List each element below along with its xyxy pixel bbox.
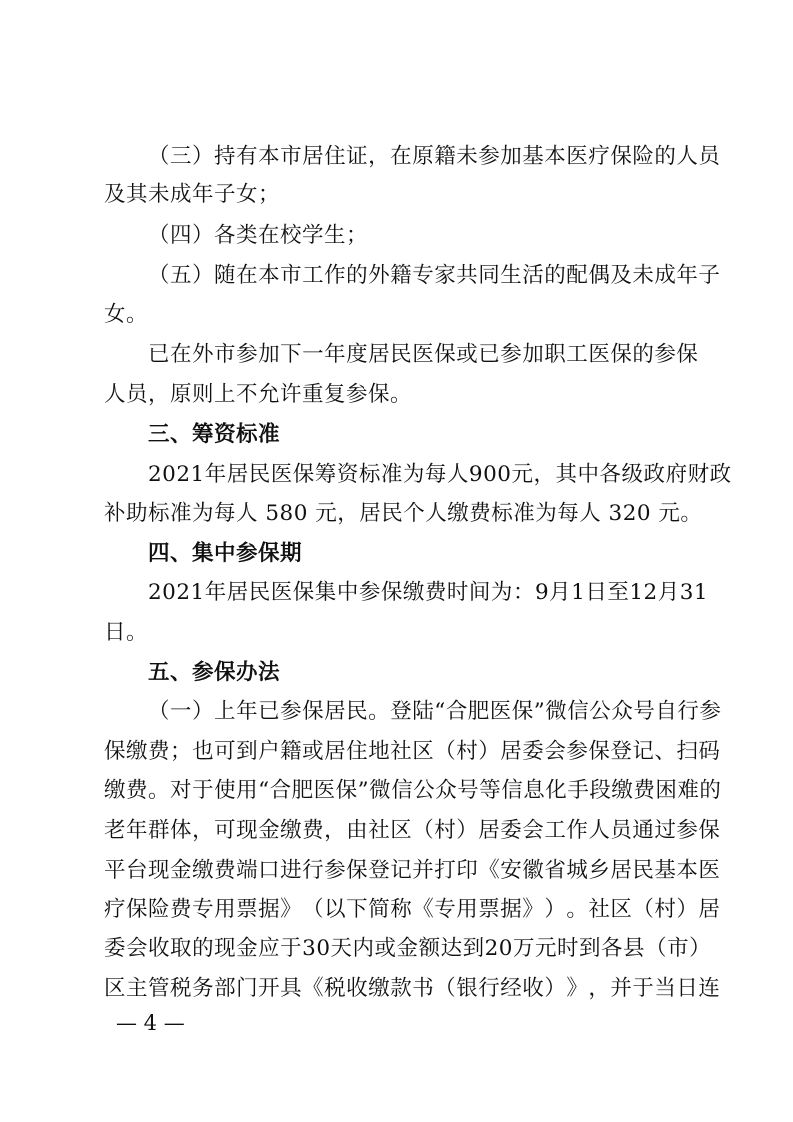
paragraph-line: （ 五 ） 随 在 本 市 工 作 的 外 籍 专 家 共 同 生 活 的 配 偶 及 未 成 年 子 — [148, 263, 721, 288]
paragraph-line: （四）各类在校学生； — [148, 223, 369, 248]
paragraph-line: 区 主 管 税 务 部 门 开 具 《 税 收 缴 款 书 （ 银 行 经 收 ） 》 ， 并 于 当 日 连 — [104, 976, 721, 1001]
paragraph-line: 老 年 群 体 ， 可 现 金 缴 费 ， 由 社 区 （ 村 ） 居 委 会 工 作 人 员 通 过 参 保 — [104, 818, 721, 843]
paragraph-line: 已 在 外 市 参 加 下 一 年 度 居 民 医 保 或 已 参 加 职 工 医 保 的 参 保 — [148, 342, 699, 367]
paragraph-line: 缴 费 。 对 于 使 用 “ 合 肥 医 保 ” 微 信 公 众 号 等 信 息 化 手 段 缴 费 困 难 的 — [104, 778, 722, 803]
page-number: — 4 — — [116, 1011, 185, 1035]
paragraph-line: 2021 年 居 民 医 保 集 中 参 保 缴 费 时 间 为 ： 9 月 1 日 至 12 月 31 — [148, 580, 709, 605]
section-heading: 三、筹资标准 — [148, 422, 281, 447]
paragraph-line: 疗 保 险 费 专 用 票 据 》 （ 以 下 简 称 《 专 用 票 据 》 ） 。 社 区 （ 村 ） 居 — [104, 897, 721, 922]
section-heading: 五、参保办法 — [148, 660, 281, 685]
paragraph-line: （ 一 ） 上 年 已 参 保 居 民 。 登 陆 “ 合 肥 医 保 ” 微 信 公 众 号 自 行 参 — [148, 699, 722, 724]
paragraph-line: 及其未成年子女； — [104, 182, 281, 207]
paragraph-line: 委 会 收 取 的 现 金 应 于 30 天 内 或 金 额 达 到 20 万 元 时 到 各 县 （ 市 ） — [104, 936, 712, 961]
paragraph-line: （ 三 ） 持 有 本 市 居 住 证 ， 在 原 籍 未 参 加 基 本 医 疗 保 险 的 人 员 — [148, 144, 721, 169]
paragraph-line: 补助标准为每人 580 元，居民个人缴费标准为每人 320 元。 — [104, 501, 703, 526]
paragraph-line: 日。 — [104, 620, 149, 645]
paragraph-line: 女。 — [104, 302, 149, 327]
paragraph-line: 2021 年 居 民 医 保 筹 资 标 准 为 每 人 900 元 ， 其 中 各 级 政 府 财 政 — [148, 462, 732, 487]
paragraph-line: 平 台 现 金 缴 费 端 口 进 行 参 保 登 记 并 打 印 《 安 徽 省 城 乡 居 民 基 本 医 — [104, 858, 721, 883]
section-heading: 四、集中参保期 — [148, 541, 303, 566]
paragraph-line: 保 缴 费 ； 也 可 到 户 籍 或 居 住 地 社 区 （ 村 ） 居 委 会 参 保 登 记 、 扫 码 — [104, 739, 721, 764]
paragraph-line: 人员，原则上不允许重复参保。 — [104, 382, 413, 407]
